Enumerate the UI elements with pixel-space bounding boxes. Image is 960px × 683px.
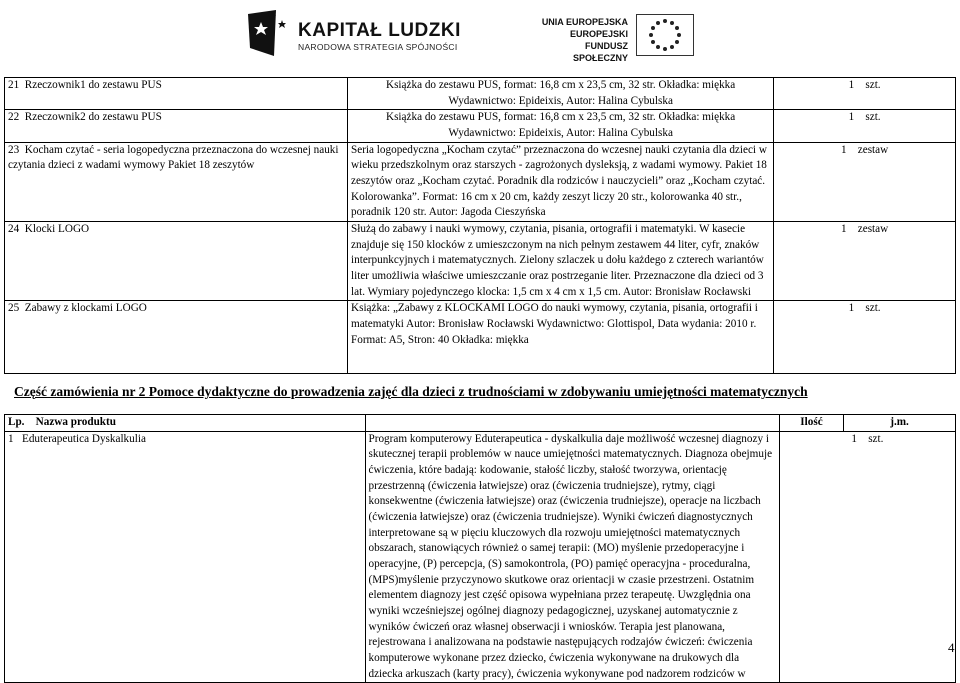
page-header	[0, 0, 960, 72]
eu-logo-line-3: FUNDUSZ SPOŁECZNY	[572, 41, 628, 63]
product-name-cell	[5, 142, 348, 221]
product-name: Rzeczownik2 do zestawu PUS	[24, 111, 162, 124]
quantity-cell	[774, 110, 956, 142]
row-number: 24	[8, 223, 20, 236]
quantity: 1	[848, 111, 855, 124]
eu-logo-line-1: UNIA EUROPEJSKA	[541, 17, 628, 27]
product-description: Służą do zabawy i nauki wymowy, czytania, pisania, ortografii i matematyki. W kasecie znajduje się 150 klocków z umieszczonym na nich pełnym zestawem 44 liter, cyfr, znaków interpunkcyjnych i matematycznych. Zielony szlaczek u dołu każdego z czterech wariantów liter umożliwia właściwe umieszczanie oraz postrzeganie liter. Przeznaczone dla dzieci od 3 lat. Wymiary pojedynczego klocka: 1,5 cm x 4 cm x 1,5 cm. Autor: Bronisław Rocławski	[351, 223, 764, 298]
header-name: Nazwa produktu	[35, 416, 116, 428]
kapital-ludzki-subtitle: NARODOWA STRATEGIA SPÓJNOŚCI	[298, 42, 458, 52]
quantity-cell	[774, 78, 956, 110]
quantity: 1	[848, 302, 855, 315]
header-name-cell	[5, 415, 366, 432]
header-qty-cell	[779, 415, 843, 432]
kapital-ludzki-title: KAPITAŁ LUDZKI	[298, 20, 461, 41]
header-unit: j.m.	[890, 416, 909, 428]
table-row	[5, 431, 956, 683]
row-number: 25	[8, 302, 20, 315]
product-description-cell	[348, 301, 774, 374]
product-description-cell	[365, 431, 779, 683]
products-table-2	[4, 414, 956, 683]
product-name: Rzeczownik1 do zestawu PUS	[24, 79, 162, 91]
unit: zestaw	[857, 143, 889, 156]
description-line: Książka do zestawu PUS, format: 16,8 cm x 23,5 cm, 32 str. Okładka: miękka	[386, 79, 736, 91]
quantity: 1	[848, 79, 855, 91]
quantity-cell	[774, 142, 956, 221]
unit: szt.	[865, 111, 881, 124]
product-name-cell	[5, 110, 348, 142]
product-description: Seria logopedyczna „Kocham czytać” przeznaczona do wczesnej nauki czytania dla dzieci w wieku przedszkolnym oraz starszych - zagrożonych dysleksją, z wadami wymowy. Pakiet 18 zeszytów oraz „Kocham czytać. Poradnik dla rodziców i nauczycieli” oraz „Kocham czytać. Kolorowanka”. Format: 16 cm x 20 cm, każdy zeszyt liczy 20 str., kolorowanka 40 str., poradnik 120 str. Autor: Jagoda Cieszyńska	[351, 143, 767, 219]
kapital-ludzki-logo	[246, 8, 466, 58]
product-description-cell	[348, 142, 774, 221]
unit: szt.	[865, 302, 881, 315]
row-number: 22	[8, 111, 20, 124]
unit: szt.	[865, 79, 881, 91]
product-name-cell	[5, 301, 348, 374]
table-row	[5, 78, 956, 110]
kapital-ludzki-emblem-icon	[246, 8, 292, 58]
product-description: Książka: „Zabawy z KLOCKAMI LOGO do nauki wymowy, czytania, pisania, ortografii i matematyki Autor: Bronisław Rocławski Wydawnictwo: Glottispol, Data wydania: 2010 r. Format: A5, Stron: 40 Okładka: miękka	[351, 302, 758, 346]
product-description-cell	[348, 222, 774, 301]
quantity-cell	[779, 431, 955, 683]
header-lp: Lp.	[8, 416, 25, 428]
quantity: 1	[851, 432, 858, 445]
table-row	[5, 222, 956, 301]
table-row	[5, 110, 956, 142]
description-line: Książka do zestawu PUS, format: 16,8 cm x 23,5 cm, 32 str. Okładka: miękka	[386, 111, 736, 124]
description-line: Wydawnictwo: Epideixis, Autor: Halina Cybulska	[448, 127, 673, 140]
product-description-cell	[348, 78, 774, 110]
eu-logo	[538, 14, 698, 63]
eu-flag-icon	[636, 14, 694, 56]
header-description-cell	[365, 415, 779, 432]
description-line: Wydawnictwo: Epideixis, Autor: Halina Cybulska	[448, 94, 673, 107]
table-header-row	[5, 415, 956, 432]
eu-logo-line-2: EUROPEJSKI	[569, 29, 628, 39]
product-description-cell	[348, 110, 774, 142]
product-name: Kocham czytać - seria logopedyczna przeznaczona do wczesnej nauki czytania dzieci z wadami wymowy Pakiet 18 zeszytów	[8, 143, 339, 172]
product-description: Program komputerowy Eduterapeutica - dyskalkulia daje możliwość wczesnej diagnozy i skutecznej terapii problemów w nauce umiejętności matematycznych. Diagnoza obejmuje ćwiczenia, które badają: kodowanie, stałość liczby, stałość tworzywa, orientację przestrzenną (ćwiczenia łatwiejsze) oraz (ćwiczenia trudniejsze), rytmy, ciągi konsekwentne (ćwiczenia łatwiejsze) oraz (ćwiczenia trudniejsze), operacje na liczbach (ćwiczenia łatwiejsze) oraz (ćwiczenia trudniejsze). Wyniki ćwiczeń diagnostycznych interpretowane są w pięciu kluczowych dla rozwoju umiejętności matematycznych obszarach, stanowiących również o samej terapii: (MO) myślenie przedoperacyjne i operacyjne, (P) percepcja, (S) samokontrola, (PO) pamięć operacyjna - proceduralna, (MPS)myślenie przyczynowo skutkowe oraz orientacji w czasie przestrzeni. Ostatnim elementem diagnozy jest część opisowa wypełniana przez terapeutę. Uwzględnia ona wyniki wcześniejszej ogólnej diagnozy pedagogicznej, uzyskanej automatycznie z wyników ćwiczeń oraz własnej obserwacji i wniosków. Terapia jest planowana, rejestrowana i analizowana na podstawie następujących rodzajów ćwiczeń: ćwiczenia komputerowe wykonane przez dziecko, ćwiczenia wykonywane na drukowych dla dziecka arkuszach (karty pracy), ćwiczenia wykonywane pod nadzorem rodziców w	[368, 432, 773, 680]
product-name: Klocki LOGO	[24, 223, 90, 236]
product-name-cell	[5, 222, 348, 301]
unit: zestaw	[857, 223, 889, 236]
product-name-cell	[5, 431, 366, 683]
table-row	[5, 301, 956, 374]
quantity: 1	[840, 143, 847, 156]
quantity-cell	[774, 222, 956, 301]
quantity: 1	[840, 223, 847, 236]
row-number: 23	[8, 143, 20, 156]
quantity-cell	[774, 301, 956, 374]
product-name: Zabawy z klockami LOGO	[24, 302, 147, 315]
page-number: 4	[948, 640, 955, 655]
table-row	[5, 142, 956, 221]
row-number: 1	[8, 432, 14, 445]
product-name-cell	[5, 78, 348, 110]
section-title: Część zamówienia nr 2 Pomoce dydaktyczne do prowadzenia zajęć dla dzieci z trudnościami w zdobywaniu umiejętności matematycznych	[14, 384, 808, 399]
header-qty: Ilość	[800, 416, 823, 428]
eu-logo-text	[538, 16, 628, 64]
header-unit-cell	[844, 415, 956, 432]
product-name: Eduterapeutica Dyskalkulia	[21, 432, 146, 445]
row-number: 21	[8, 79, 20, 91]
unit: szt.	[868, 432, 884, 445]
products-table-1	[4, 77, 956, 374]
